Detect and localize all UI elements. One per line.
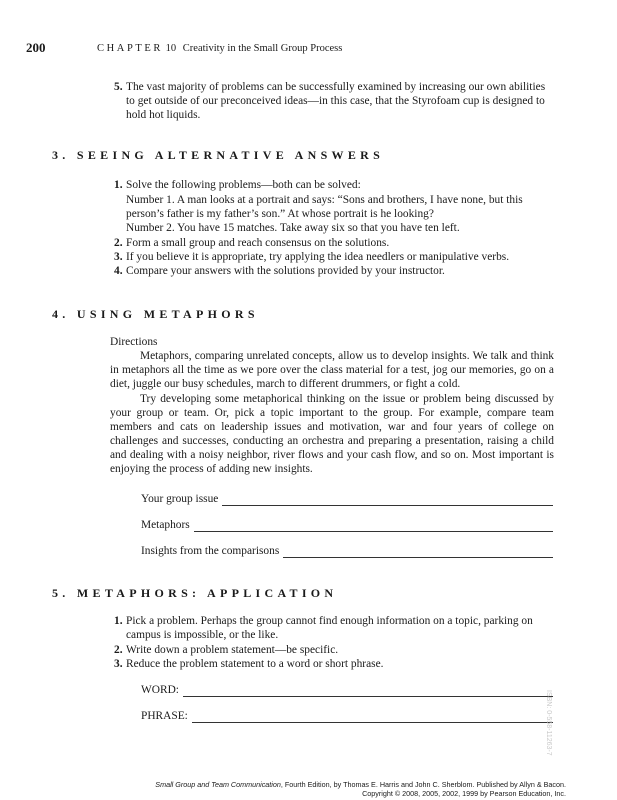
problem-1 bbox=[126, 193, 554, 221]
item-number: 2. bbox=[114, 237, 123, 249]
list-item bbox=[114, 643, 554, 657]
problem-text: Number 2. You have 15 matches. Take away six so that you have ten left. bbox=[126, 222, 460, 234]
field-label: PHRASE: bbox=[141, 710, 188, 722]
page-number: 200 bbox=[26, 40, 46, 55]
item-text: Compare your answers with the solutions provided by your instructor. bbox=[126, 265, 445, 277]
item-number: 3. bbox=[114, 251, 123, 263]
phrase-field[interactable] bbox=[141, 709, 553, 723]
paragraph: Try developing some metaphorical thinking on the issue or problem being discussed by your group or team. Or, pick a topic important to the group. For example, compare team members and cats on leadership issues and motivation, war and four years of college on challenges and successes, conducting an orchestra and preparing a presentation, raising a child and dealing with a noisy neighbor, river flows and your cash flow, and so on. Most important is enjoying the process of adding new insights. bbox=[110, 393, 554, 475]
paragraph: Metaphors, comparing unrelated concepts, allow us to develop insights. We talk and think in metaphors all the time as we pore over the class material for a test, jog our memories, go on a diet, juggle our busy schedules, march to different drummers, or fight a cold. bbox=[110, 350, 554, 390]
directions-label: Directions bbox=[110, 336, 158, 348]
metaphors-field[interactable] bbox=[141, 518, 553, 532]
item-number: 2. bbox=[114, 644, 123, 656]
problem-2 bbox=[126, 221, 554, 235]
section-heading-metaphors-application: 5. METAPHORS: APPLICATION bbox=[52, 586, 338, 600]
item-number: 5. bbox=[114, 81, 123, 93]
list-item bbox=[114, 178, 554, 192]
write-in-line[interactable] bbox=[222, 494, 553, 506]
section-heading-using-metaphors: 4. USING METAPHORS bbox=[52, 307, 259, 321]
list-item bbox=[114, 264, 554, 278]
running-header bbox=[97, 42, 342, 56]
list-item bbox=[114, 236, 554, 250]
write-in-line[interactable] bbox=[194, 520, 553, 532]
footer-credit: , Fourth Edition, by Thomas E. Harris and John C. Sherblom. Published by Allyn & Bacon. bbox=[280, 780, 566, 789]
field-label: Metaphors bbox=[141, 519, 190, 531]
item-text: Reduce the problem statement to a word or short phrase. bbox=[126, 658, 384, 670]
item-text: If you believe it is appropriate, try applying the idea needlers or manipulative verbs. bbox=[126, 251, 510, 263]
section-heading-seeing-alternative-answers: 3. SEEING ALTERNATIVE ANSWERS bbox=[52, 148, 385, 162]
list-item bbox=[114, 614, 554, 642]
item-text: Form a small group and reach consensus on the solutions. bbox=[126, 237, 390, 249]
item-number: 3. bbox=[114, 658, 123, 670]
item-number: 1. bbox=[114, 179, 123, 191]
chapter-title: Creativity in the Small Group Process bbox=[182, 43, 343, 54]
write-in-line[interactable] bbox=[283, 546, 553, 558]
field-label: WORD: bbox=[141, 684, 179, 696]
chapter-label: CHAPTER bbox=[97, 43, 164, 54]
item-text: Write down a problem statement—be specific. bbox=[126, 644, 339, 656]
footer-line-2: Copyright © 2008, 2005, 2002, 1999 by Pearson Education, Inc. bbox=[362, 789, 566, 798]
field-label: Insights from the comparisons bbox=[141, 545, 280, 557]
book-title: Small Group and Team Communication bbox=[155, 780, 281, 789]
item-number: 1. bbox=[114, 615, 123, 627]
write-in-line[interactable] bbox=[183, 685, 553, 697]
write-in-line[interactable] bbox=[192, 711, 553, 723]
list-item bbox=[114, 250, 554, 264]
item-text: Solve the following problems—both can be solved: bbox=[126, 179, 361, 191]
chapter-number: 10 bbox=[165, 43, 177, 54]
item-text: The vast majority of problems can be successfully examined by increasing our own abilities to get outside of our preconceived ideas—in this case, that the Styrofoam cup is designed to hold hot liquids. bbox=[126, 81, 546, 121]
copyright-footer bbox=[155, 780, 566, 798]
word-field[interactable] bbox=[141, 683, 553, 697]
list-item bbox=[114, 80, 554, 122]
footer-line-1 bbox=[155, 780, 566, 789]
group-issue-field[interactable] bbox=[141, 492, 553, 506]
item-text: Pick a problem. Perhaps the group cannot find enough information on a topic, parking on campus is impossible, or the like. bbox=[126, 615, 533, 641]
isbn-watermark: ISBN: 0-558-11263-7 bbox=[545, 690, 552, 756]
field-label: Your group issue bbox=[141, 493, 219, 505]
insights-field[interactable] bbox=[141, 544, 553, 558]
list-item bbox=[114, 657, 554, 671]
problem-text: Number 1. A man looks at a portrait and says: “Sons and brothers, I have none, but this person’s father is my father’s son.” At whose portrait is he looking? bbox=[126, 194, 523, 220]
item-number: 4. bbox=[114, 265, 123, 277]
